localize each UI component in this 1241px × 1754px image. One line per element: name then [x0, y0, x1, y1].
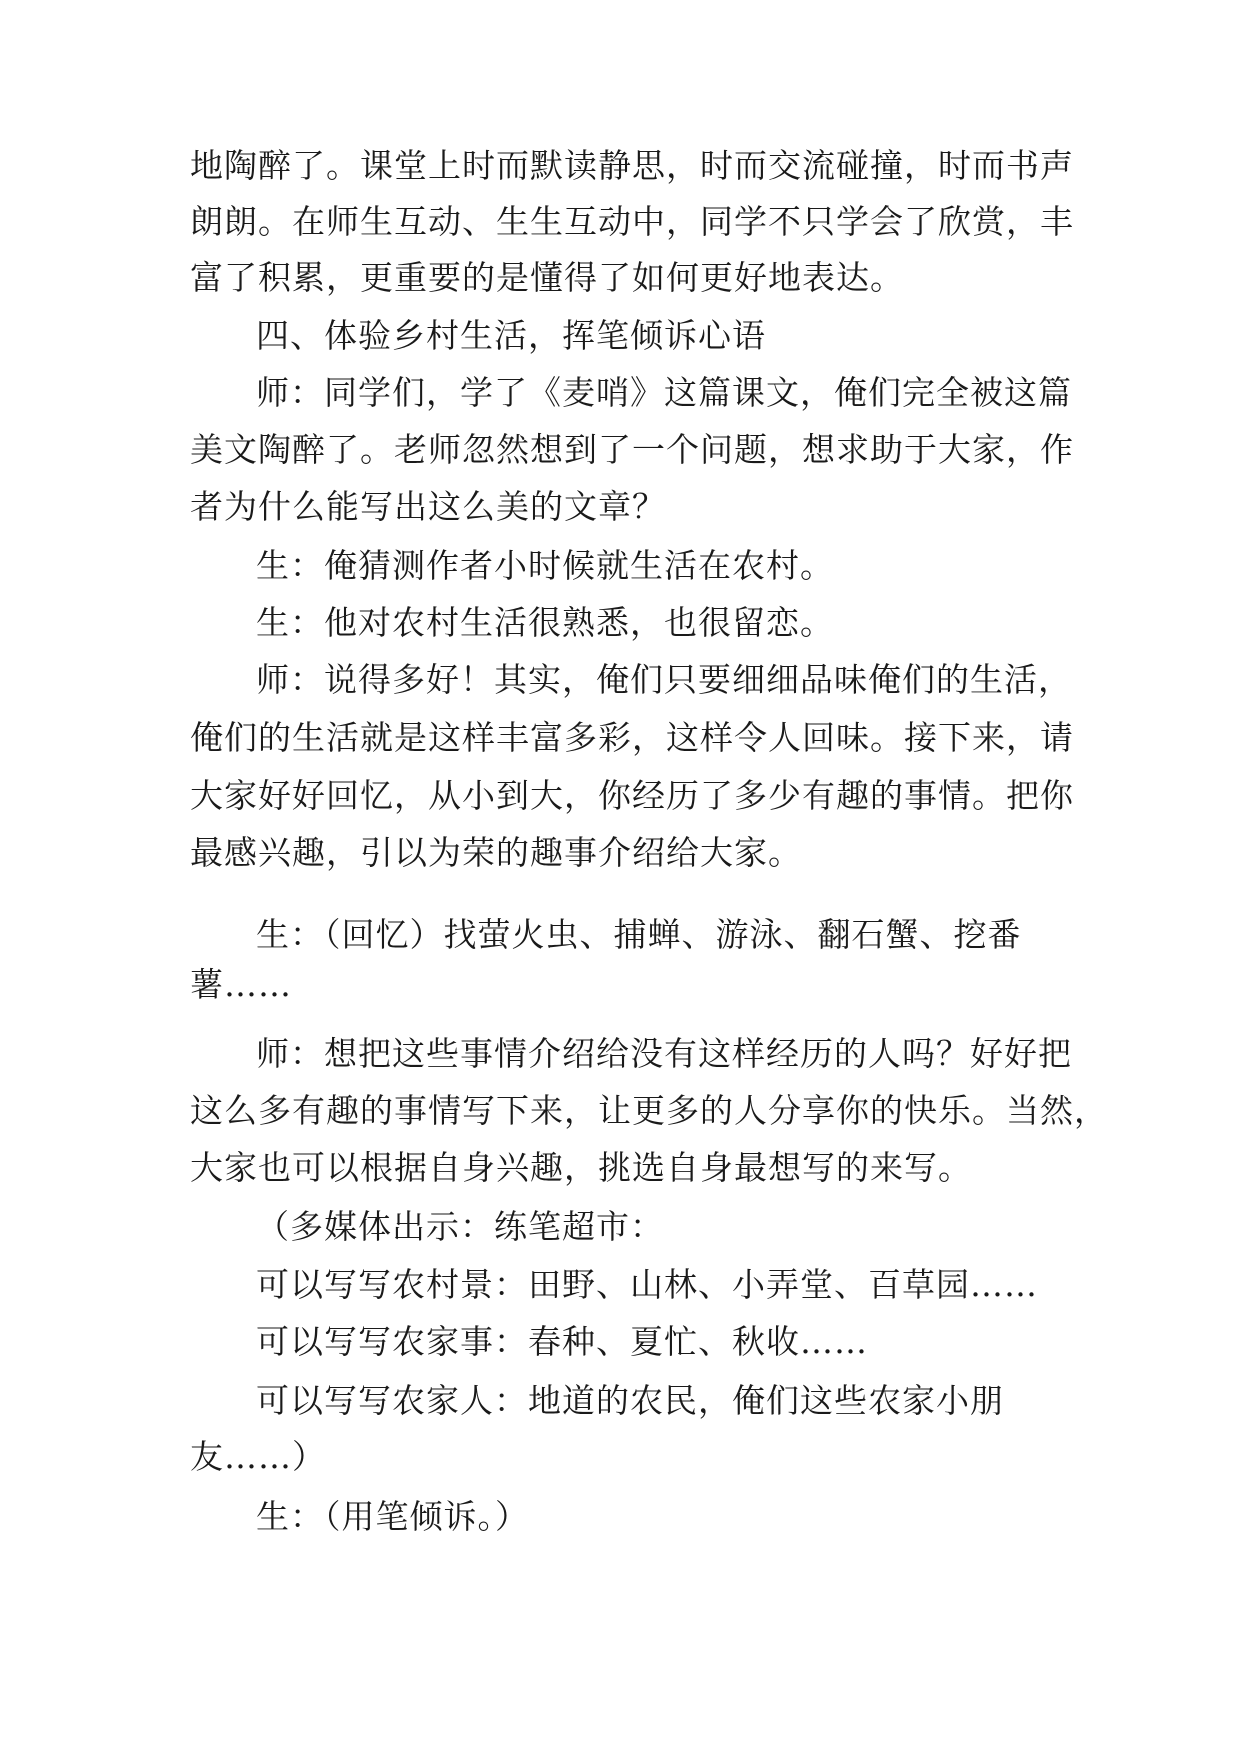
- paragraph-line: 朗朗。在师生互动、生生互动中，同学不只学会了欣赏，丰: [190, 202, 1074, 241]
- section-heading: 四、体验乡村生活，挥笔倾诉心语: [256, 316, 766, 355]
- paragraph-line: 者为什么能写出这么美的文章？: [190, 487, 666, 526]
- paragraph-line: 俺们的生活就是这样丰富多彩，这样令人回味。接下来，请: [190, 718, 1074, 757]
- paragraph-line: 富了积累，更重要的是懂得了如何更好地表达。: [190, 258, 904, 297]
- paragraph-line: 师：想把这些事情介绍给没有这样经历的人吗？好好把: [256, 1034, 1072, 1073]
- paragraph-line: 生：（用笔倾诉。）: [256, 1497, 529, 1536]
- paragraph-line: 友……）: [190, 1437, 326, 1476]
- paragraph-line: 这么多有趣的事情写下来，让更多的人分享你的快乐。当然，: [190, 1091, 1108, 1130]
- paragraph-line: 薯……: [190, 965, 292, 1004]
- paragraph-line: 师：说得多好！其实，俺们只要细细品味俺们的生活，: [256, 660, 1072, 699]
- paragraph-line: 大家好好回忆，从小到大，你经历了多少有趣的事情。把你: [190, 776, 1074, 815]
- paragraph-line: 地陶醉了。课堂上时而默读静思，时而交流碰撞，时而书声: [190, 146, 1074, 185]
- paragraph-line: 最感兴趣，引以为荣的趣事介绍给大家。: [190, 833, 802, 872]
- paragraph-line: 可以写写农家人：地道的农民，俺们这些农家小朋: [256, 1381, 1004, 1420]
- paragraph-line: （多媒体出示：练笔超市：: [256, 1207, 664, 1246]
- paragraph-line: 可以写写农家事：春种、夏忙、秋收……: [256, 1322, 868, 1361]
- paragraph-line: 生：俺猜测作者小时候就生活在农村。: [256, 546, 834, 585]
- paragraph-line: 大家也可以根据自身兴趣，挑选自身最想写的来写。: [190, 1148, 972, 1187]
- paragraph-line: 生：（回忆）找萤火虫、捕蝉、游泳、翻石蟹、挖番: [256, 915, 1022, 954]
- paragraph-line: 生：他对农村生活很熟悉，也很留恋。: [256, 603, 834, 642]
- paragraph-line: 师：同学们，学了《麦哨》这篇课文，俺们完全被这篇: [256, 373, 1072, 412]
- paragraph-line: 可以写写农村景：田野、山林、小弄堂、百草园……: [256, 1265, 1038, 1304]
- paragraph-line: 美文陶醉了。老师忽然想到了一个问题，想求助于大家，作: [190, 430, 1074, 469]
